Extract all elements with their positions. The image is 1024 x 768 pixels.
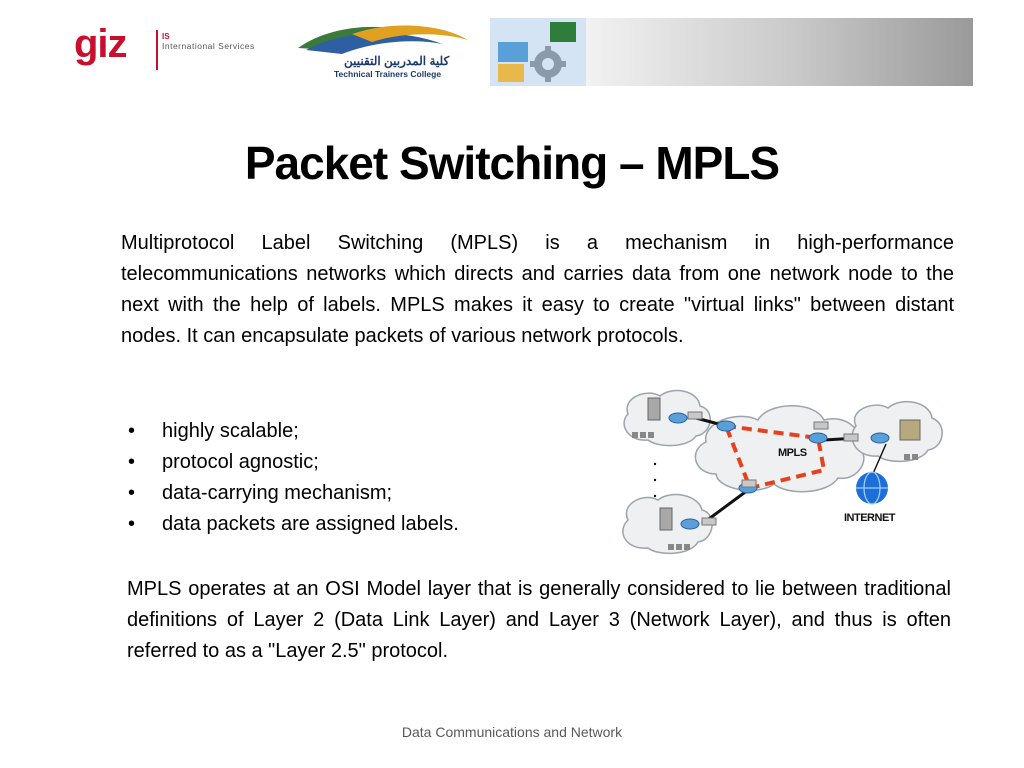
server-icon [900, 420, 920, 440]
server-icon [660, 508, 672, 530]
switch-icon [844, 434, 858, 441]
giz-divider [156, 30, 158, 70]
ttc-english-name: Technical Trainers College [334, 69, 442, 79]
switch-icon [702, 518, 716, 525]
giz-is-label: IS [162, 32, 170, 41]
header-banner [0, 18, 1024, 86]
feature-list [128, 416, 459, 540]
footer-text: Data Communications and Network [401, 724, 623, 740]
router-icon [681, 519, 699, 529]
closing-paragraph: MPLS operates at an OSI Model layer that is generally considered to lie between traditional definitions of Layer 2 (Data Link Layer) and Layer 3 (Network Layer), and thus is often referred to as a "Layer 2.5" protocol. [127, 578, 951, 662]
router-icon [871, 433, 889, 443]
list-item-text: data packets are assigned labels. [162, 513, 459, 535]
ellipsis-dot [654, 495, 656, 497]
list-item [128, 509, 459, 540]
list-item [128, 447, 459, 478]
list-item-text: protocol agnostic; [162, 451, 319, 473]
gear-icon [490, 18, 586, 86]
mpls-network-diagram [618, 384, 952, 566]
bullet-symbol: • [128, 420, 136, 442]
giz-logo [74, 22, 158, 76]
ttc-arabic-name: كلية المدربين التقنيين [344, 54, 450, 68]
ellipsis-dot [654, 479, 656, 481]
list-item-text: highly scalable; [162, 420, 299, 442]
router-icon [809, 433, 827, 443]
bullet-symbol: • [128, 482, 136, 504]
ttc-logo [292, 20, 488, 84]
list-item [128, 416, 459, 447]
mpls-cloud-label: MPLS [778, 447, 807, 459]
giz-wordmark: giz [74, 22, 127, 66]
gear-tile-logo [490, 18, 586, 86]
router-icon [717, 421, 735, 431]
switch-icon [742, 480, 756, 487]
switch-icon [814, 422, 828, 429]
bullet-symbol: • [128, 451, 136, 473]
site-cloud-right [852, 402, 942, 462]
list-item [128, 478, 459, 509]
switch-icon [688, 412, 702, 419]
slide-title: Packet Switching – MPLS [244, 137, 780, 189]
header-gradient-bar [586, 18, 973, 86]
ellipsis-dot [654, 463, 656, 465]
bullet-symbol: • [128, 513, 136, 535]
server-icon [648, 398, 660, 420]
giz-services-label: International Services [162, 41, 255, 51]
router-icon [669, 413, 687, 423]
intro-paragraph: Multiprotocol Label Switching (MPLS) is a mechanism in high-performance telecommunications networks which directs and carries data from one network node to the next with the help of labels. MPLS makes it easy to create "virtual links" between distant nodes. It can encapsulate packets of various network protocols. [121, 232, 954, 347]
internet-label: INTERNET [844, 512, 895, 524]
list-item-text: data-carrying mechanism; [162, 482, 393, 504]
